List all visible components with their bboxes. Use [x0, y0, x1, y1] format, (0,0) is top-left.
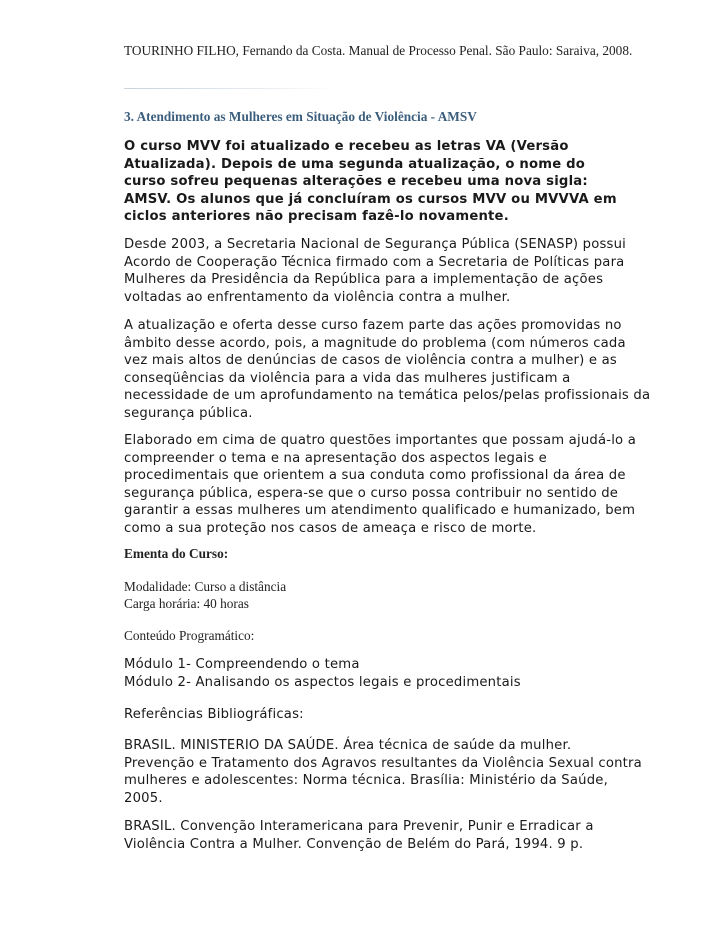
text-line: segurança pública.	[124, 405, 253, 421]
modalidade-text: Modalidade: Curso a distância	[124, 579, 287, 594]
module-item: Módulo 2- Analisando os aspectos legais e procedimentais	[124, 674, 521, 690]
text-line: BRASIL. Convenção Interamericana para Prevenir, Punir e Erradicar a	[124, 819, 594, 834]
body-paragraph-3	[124, 432, 652, 538]
reference-citation-top: TOURINHO FILHO, Fernando da Costa. Manual de Processo Penal. São Paulo: Saraiva, 2008.	[124, 43, 633, 58]
text-line: BRASIL. MINISTERIO DA SAÚDE. Área técnica de saúde da mulher.	[124, 738, 572, 753]
body-paragraph-1	[124, 236, 652, 306]
ementa-title: Ementa do Curso:	[124, 546, 229, 561]
text-line: Elaborado em cima de quatro questões importantes que possam ajudá-lo a	[124, 433, 636, 448]
section-title: 3. Atendimento as Mulheres em Situação de Violência - AMSV	[124, 109, 477, 124]
text-line: necessidade de um aprofundamento na temática pelos/pelas profissionais da	[124, 388, 651, 404]
text-line: 2005.	[124, 790, 163, 806]
text-line: Violência Contra a Mulher. Convenção de Belém do Pará, 1994. 9 p.	[124, 836, 584, 852]
text-line: Acordo de Cooperação Técnica firmado com a Secretaria de Políticas para	[124, 254, 625, 270]
intro-paragraph	[124, 138, 652, 226]
text-line: segurança pública, espera-se que o curso possa contribuir no sentido de	[124, 485, 619, 501]
text-line: curso sofreu pequenas alterações e recebeu uma nova sigla:	[124, 174, 588, 190]
text-line: procedimentais que orientem a sua conduta como profissional da área de	[124, 468, 626, 484]
reference-2	[124, 818, 652, 853]
text-line: AMSV. Os alunos que já concluíram os cursos MVV ou MVVVA em	[124, 191, 617, 207]
section-divider	[124, 88, 334, 89]
body-paragraph-2	[124, 317, 652, 423]
modules-list	[124, 656, 652, 691]
text-line: O curso MVV foi atualizado e recebeu as letras VA (Versão	[124, 139, 569, 154]
carga-horaria-text: Carga horária: 40 horas	[124, 596, 249, 611]
text-line: vez mais altos de denúncias de casos de violência contra a mulher) e as	[124, 353, 617, 369]
text-line: compreender o tema e na apresentação dos aspectos legais e	[124, 450, 547, 466]
text-line: Prevenção e Tratamento dos Agravos resultantes da Violência Sexual contra	[124, 755, 642, 771]
text-line: Desde 2003, a Secretaria Nacional de Segurança Pública (SENASP) possui	[124, 237, 627, 252]
text-line: mulheres e adolescentes: Norma técnica. Brasília: Ministério da Saúde,	[124, 773, 608, 789]
text-line: conseqüências da violência para a vida das mulheres justificam a	[124, 370, 571, 386]
course-details	[124, 578, 624, 612]
text-line: voltadas ao enfrentamento da violência contra a mulher.	[124, 289, 511, 305]
text-line: âmbito desse acordo, pois, a magnitude do problema (com números cada	[124, 335, 626, 351]
reference-1	[124, 737, 652, 807]
referencias-label: Referências Bibliográficas:	[124, 707, 304, 722]
text-line: Mulheres da Presidência da República para a implementação de ações	[124, 272, 604, 288]
conteudo-label: Conteúdo Programático:	[124, 628, 255, 643]
text-line: ciclos anteriores não precisam fazê-lo novamente.	[124, 209, 509, 225]
text-line: como a sua proteção nos casos de ameaça e risco de morte.	[124, 520, 537, 536]
text-line: Atualizada). Depois de uma segunda atualização, o nome do	[124, 156, 586, 172]
text-line: garantir a essas mulheres um atendimento qualificado e humanizado, bem	[124, 503, 636, 519]
module-item: Módulo 1- Compreendendo o tema	[124, 657, 360, 672]
text-line: A atualização e oferta desse curso fazem parte das ações promovidas no	[124, 318, 622, 333]
